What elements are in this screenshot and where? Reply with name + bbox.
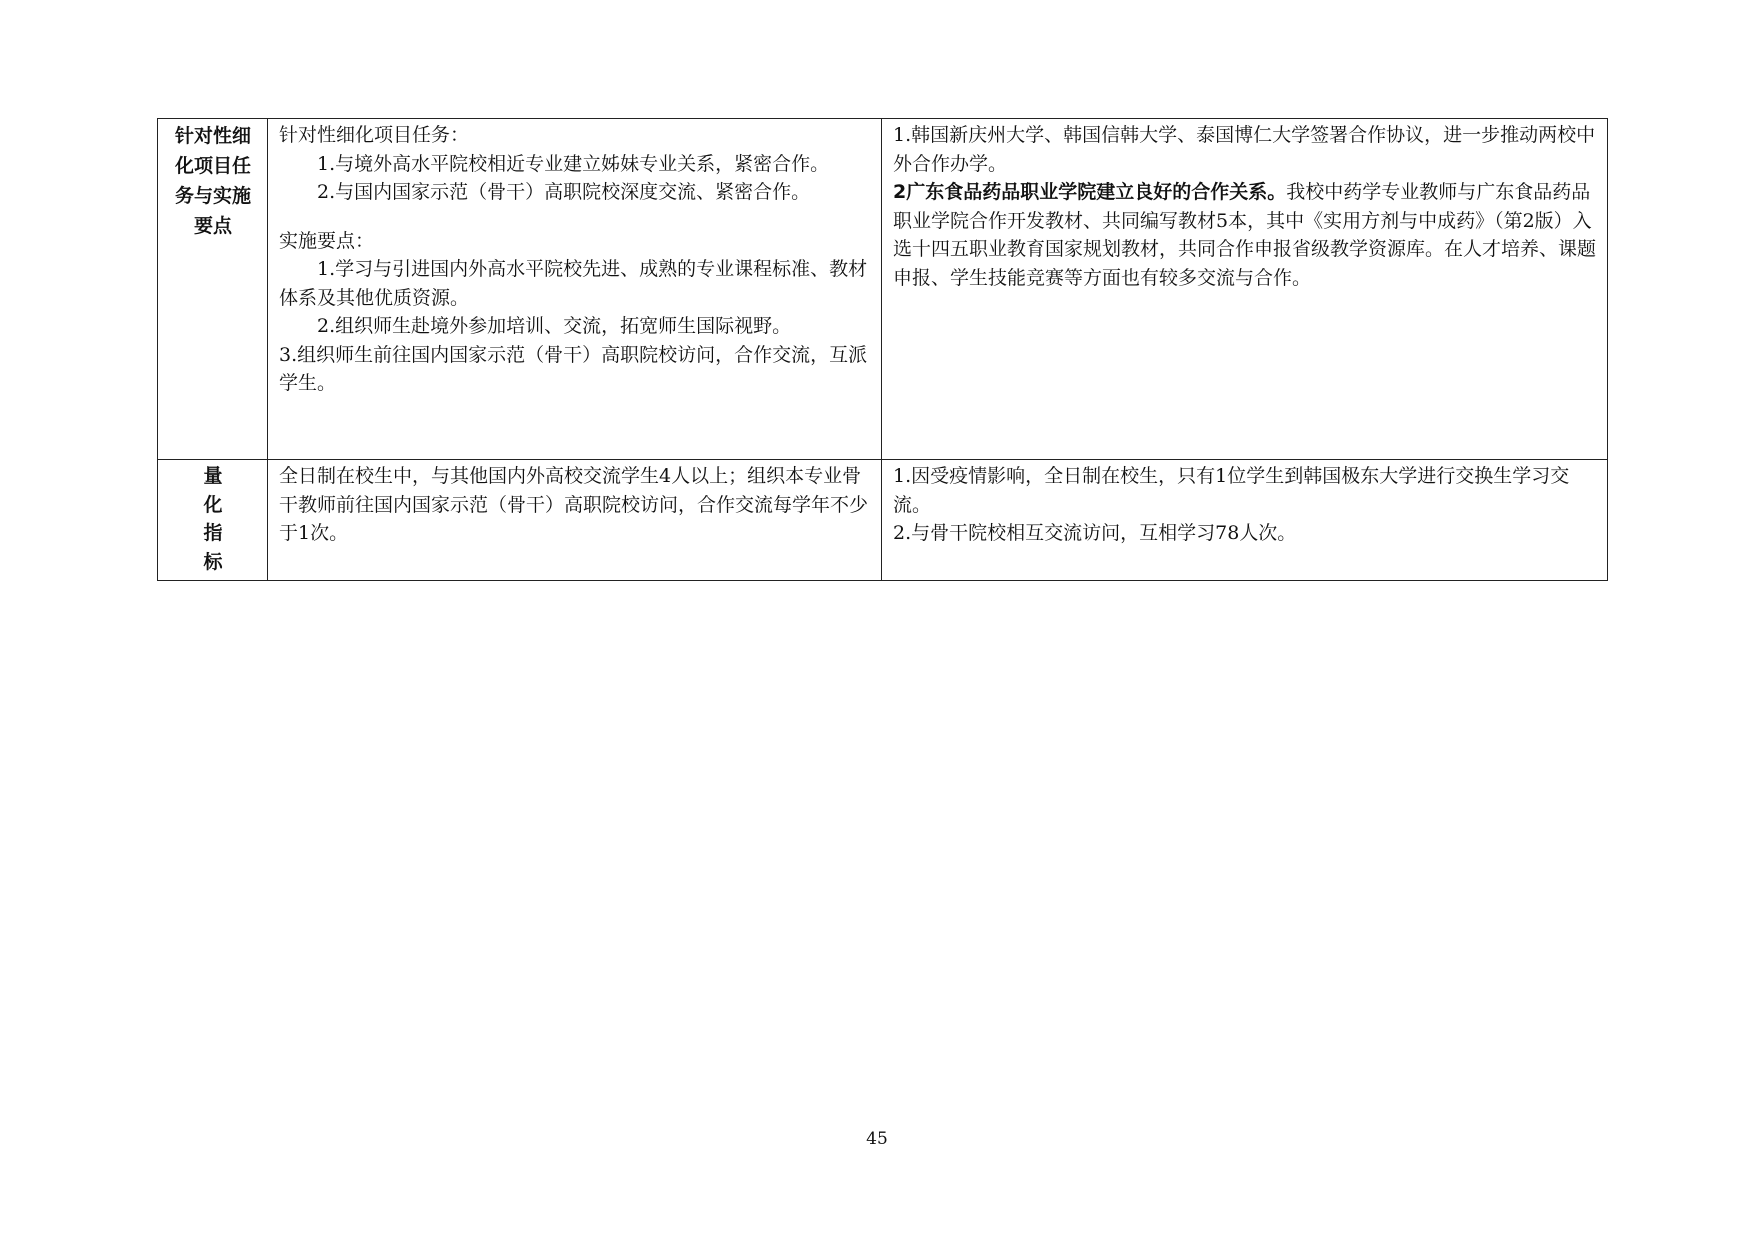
- plan-cell-metrics: [268, 460, 882, 581]
- result-cell-metrics: [882, 460, 1608, 581]
- result-cell-tasks: [882, 119, 1608, 460]
- result-item-1: 1.韩国新庆州大学、韩国信韩大学、泰国博仁大学签署合作协议，进一步推动两校中外合作办学。: [893, 124, 1596, 175]
- plan-intro: 针对性细化项目任务：: [279, 124, 470, 146]
- plan-task-2: 2.与国内国家示范（骨干）高职院校深度交流、紧密合作。: [317, 181, 811, 203]
- row-header-metrics-char-2: 化: [203, 493, 223, 516]
- row-header-metrics-char-3: 指: [203, 522, 223, 544]
- project-table: [157, 118, 1608, 581]
- plan-cell-tasks: [268, 119, 882, 460]
- metrics-plan-text: 全日制在校生中，与其他国内外高校交流学生4人以上；组织本专业骨干教师前往国内国家示范（骨干）高职院校访问，合作交流每学年不少于1次。: [279, 465, 869, 544]
- point-2: 2.组织师生赴境外参加培训、交流，拓宽师生国际视野。: [317, 315, 792, 337]
- row-header-metrics-char-4: 标: [203, 550, 223, 573]
- table-row-metrics: [158, 460, 1608, 581]
- result-item-2: [893, 178, 1597, 292]
- point-1: 1.学习与引进国内外高水平院校先进、成熟的专业课程标准、教材体系及其他优质资源。: [279, 258, 868, 309]
- table-row-tasks: [158, 119, 1608, 460]
- row-header-tasks-text: 针对性细化项目任务与实施要点: [174, 125, 251, 237]
- row-header-tasks: [158, 119, 268, 460]
- page-number: 45: [866, 1129, 888, 1149]
- row-header-metrics-char-1: 量: [203, 465, 223, 487]
- plan-task-1: 1.与境外高水平院校相近专业建立姊妹专业关系，紧密合作。: [317, 152, 830, 175]
- row-header-metrics: [158, 460, 268, 581]
- point-3: 3.组织师生前往国内国家示范（骨干）高职院校访问，合作交流，互派学生。: [279, 343, 868, 394]
- result-item-2-rest: 我校中药学专业教师与广东食品药品职业学院合作开发教材、共同编写教材5本，其中《实用方剂与中成药》（第2版）入选十四五职业教育国家规划教材，共同合作申报省级教学资源库。在人才培养、课题申报、学生技能竞赛等方面也有较多交流与合作。: [893, 181, 1597, 289]
- metrics-result-1: 1.因受疫情影响，全日制在校生，只有1位学生到韩国极东大学进行交换生学习交流。: [893, 465, 1570, 516]
- points-label: 实施要点：: [279, 229, 375, 252]
- metrics-result-2: 2.与骨干院校相互交流访问，互相学习78人次。: [893, 522, 1297, 544]
- result-item-2-bold: 2广东食品药品职业学院建立良好的合作关系。: [893, 181, 1287, 203]
